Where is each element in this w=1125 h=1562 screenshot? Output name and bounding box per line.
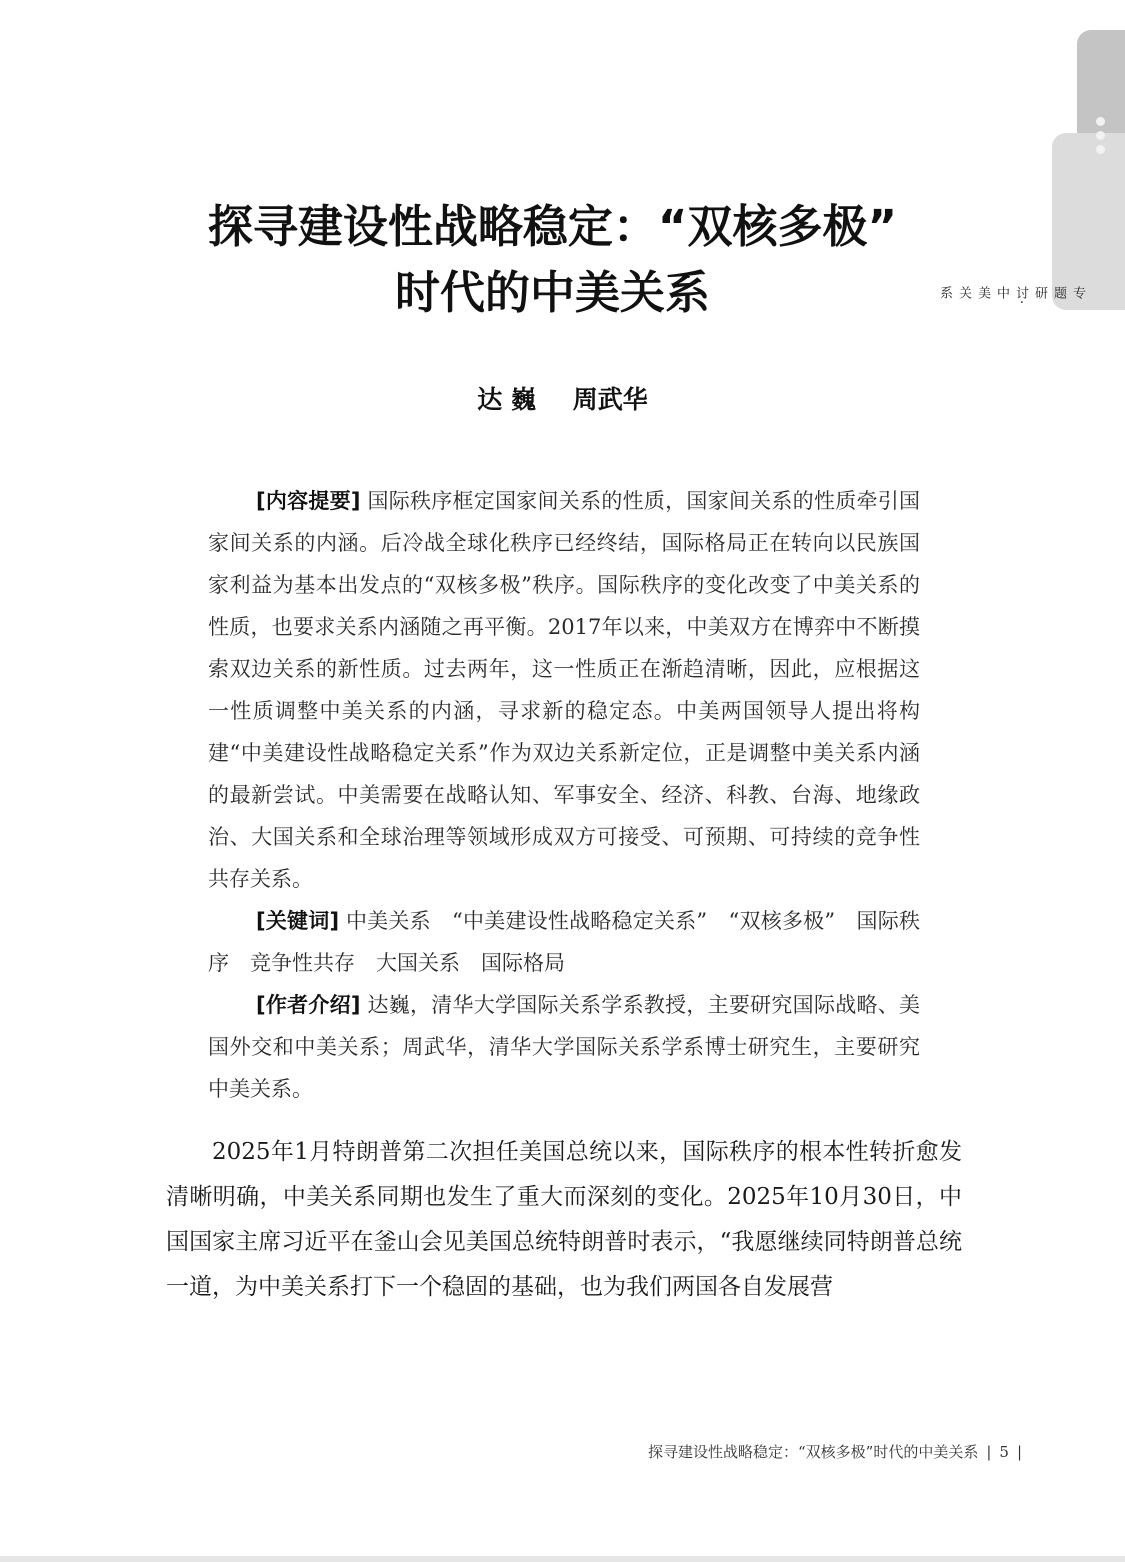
keywords-paragraph	[208, 900, 920, 984]
summary-paragraph	[208, 480, 920, 900]
author-intro-paragraph	[208, 984, 920, 1110]
bottom-edge	[0, 1556, 1125, 1562]
abstract-block	[208, 480, 920, 1110]
body-paragraph: 2025年1月特朗普第二次担任美国总统以来，国际秩序的根本性转折愈发清晰明确，中美关系同期也发生了重大而深刻的变化。2025年10月30日，中国国家主席习近平在釜山会见美国总统特朗普时表示，“我愿继续同特朗普总统一道，为中美关系打下一个稳固的基础，也为我们两国各自发展营	[166, 1139, 962, 1300]
title-line-1: 探寻建设性战略稳定：“双核多极”	[207, 200, 898, 253]
running-title: 探寻建设性战略稳定：“双核多极”时代的中美关系	[647, 1443, 979, 1461]
author-intro-text: 达巍，清华大学国际关系学系教授，主要研究国际战略、美国外交和中美关系；周武华，清华大学国际关系学系博士研究生，主要研究中美关系。	[208, 993, 920, 1101]
article-body	[166, 1130, 962, 1310]
dots-icon	[1096, 117, 1106, 159]
page-footer: 探寻建设性战略稳定：“双核多极”时代的中美关系 | 5 |	[647, 1443, 1022, 1461]
keywords-tag: [关键词]	[256, 909, 340, 933]
author-2: 周武华	[572, 385, 648, 414]
summary-tag: [内容提要]	[256, 489, 361, 513]
author-list	[0, 380, 1125, 416]
author-intro-tag: [作者介绍]	[256, 993, 361, 1017]
section-label: 专题研讨·中美关系	[937, 286, 1085, 306]
page-number: 5	[999, 1443, 1009, 1461]
title-line-2: 时代的中美关系	[394, 266, 710, 319]
article-title	[0, 194, 1105, 326]
keywords-text: 中美关系 “中美建设性战略稳定关系” “双核多极” 国际秩序 竞争性共存 大国关系 国际格局	[208, 909, 920, 975]
summary-text: 国际秩序框定国家间关系的性质，国家间关系的性质牵引国家间关系的内涵。后冷战全球化秩序已经终结，国际格局正在转向以民族国家利益为基本出发点的“双核多极”秩序。国际秩序的变化改变了中美关系的性质，也要求关系内涵随之再平衡。2017年以来，中美双方在博弈中不断摸索双边关系的新性质。过去两年，这一性质正在渐趋清晰，因此，应根据这一性质调整中美关系的内涵，寻求新的稳定态。中美两国领导人提出将构建“中美建设性战略稳定关系”作为双边关系新定位，正是调整中美关系内涵的最新尝试。中美需要在战略认知、军事安全、经济、科教、台海、地缘政治、大国关系和全球治理等领域形成双方可接受、可预期、可持续的竞争性共存关系。	[208, 489, 920, 891]
author-1: 达 巍	[477, 385, 536, 414]
